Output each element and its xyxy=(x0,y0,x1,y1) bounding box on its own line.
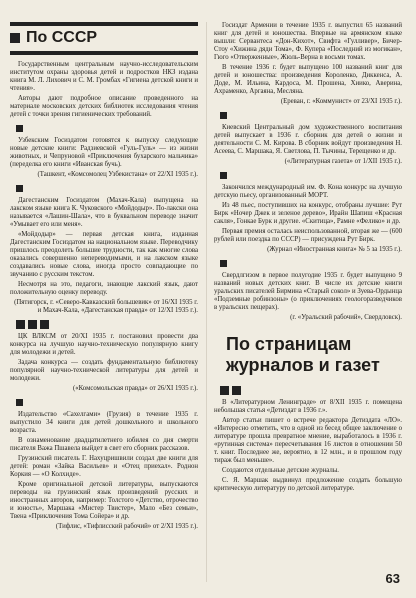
news-paragraph: Из 48 пьес, поступивших на конкурс, отобраны лучшие: Рут Бирк «Ночер Джек и зеленое дерево», Ирайн Шапиш «Красная сакля», Гонкае Бурк и другие. «Скитица», Рамне «Фелико» и др. xyxy=(214,202,402,225)
separator-square-icon xyxy=(16,185,23,192)
separator-square-icon xyxy=(16,399,23,406)
news-paragraph: Киевский Центральный дом художественного воспитания детей выпускает в 1936 г. сборник для детей о жизни и деятельности С. М. Кирова. В сборник войдут произведения Н. Асеева, С. Маршака, Я. Светлова, П. Тычины, Терещенко и др. xyxy=(214,124,402,155)
news-source: (г. «Уральский рабочий», Свердловск). xyxy=(290,314,402,321)
news-source: (Ташкент, «Комсомолец Узбекистана» от 22/XI 1935 г.). xyxy=(37,171,198,178)
news-paragraph: В течение 1936 г. будет выпущено 100 названий книг для детей и юношества: произведения Короленко, Диккенса, А. Доде, М. Ильина, Кардоса, М. Прошена, Хиико, Аверина, Ахраменко, Аргаяна, Месляна. xyxy=(214,64,402,95)
item-separator xyxy=(220,386,402,395)
separator-square-icon xyxy=(220,172,227,179)
left-column xyxy=(10,22,198,533)
news-paragraph: Несмотря на это, педагоги, знающие лакский язык, дают положительную оценку переводу. xyxy=(10,281,198,296)
news-paragraph: Госиздат Армении в течение 1935 г. выпустил 65 названий книг для детей и юношества. Впервые на армянском языке вышли: Сервантеса «Дон-Кихот», Свифта «Гулливер», Бичер-Стоу «Хижина дяди Тома», Ф. Купера «Последний из могикан», Гюго «Отверженные», Жюль-Верна в восьми томах. xyxy=(214,22,402,61)
separator-square-icon xyxy=(40,320,49,329)
right-column xyxy=(214,22,402,495)
item-separator xyxy=(220,258,402,268)
news-paragraph: Издательство «Сахелгами» (Грузия) в течение 1935 г. выпустило 34 книги для детей дошкольного и школьного возраста. xyxy=(10,411,198,434)
section-heading-title: По СССР xyxy=(26,29,98,46)
section-heading-ussr xyxy=(10,22,198,55)
item-separator xyxy=(16,123,198,133)
news-paragraph: Задача конкурса — создать фундаментальную библиотеку популярной научно-технической литературы для детей и молодежи. xyxy=(10,359,198,382)
separator-square-icon xyxy=(16,125,23,132)
news-source: (Тифлис, «Тифлисский рабочий» от 2/XI 1935 г.). xyxy=(55,523,198,530)
separator-square-icon xyxy=(220,260,227,267)
news-paragraph: Автор статьи пишет о встрече редактора Детиздата «ЛО». «Интересно отметить, что в одной из бесед общее заключение о литературе прошла превратное мнение, выработалось в 1936 г. «рутинная система» пересчетывания 16 листов в отношении 50 т. книг. Последнее же, вероятно, в 12 млн., и в прошлом году тираж был меньше». xyxy=(214,417,402,464)
news-paragraph: Свердлгизом в первое полугодие 1935 г. будет выпущено 9 названий новых детских книг. В числе их детские книги уральских писателей Бирмина «Старый сокол» и Зуева-Ордынца «Подземные робинзоны» (о приключениях геологоразведчиков в уральских пещерах). xyxy=(214,272,402,311)
item-separator xyxy=(16,319,198,329)
news-source: (Журнал «Иностранная книга» № 5 за 1935 г.). xyxy=(267,246,402,253)
separator-square-icon xyxy=(16,320,25,329)
separator-square-icon xyxy=(28,320,37,329)
item-separator xyxy=(16,397,198,407)
news-paragraph: Создаются отдельные детские журналы. xyxy=(222,467,339,474)
news-paragraph: В ознаменование двадцатилетнего юбилея со дня смерти писателя Важа Пшавела выйдет в свет его сборник рассказов. xyxy=(10,437,198,452)
heading-square-icon xyxy=(10,33,20,43)
news-source: (Пятигорск, г. «Северо-Кавказский большевик» от 16/XI 1935 г. и Махач-Кала, «Дагестанская правда» от 12/XI 1935 г.). xyxy=(14,299,198,314)
separator-square-icon xyxy=(232,386,241,395)
news-paragraph: ЦК ВЛКСМ от 20/XI 1935 г. постановил провести два конкурса на лучшую научно-техническую популярную книгу для молодежи и детей. xyxy=(10,333,198,356)
news-paragraph: В «Литературном Ленинграде» от 8/XII 1935 г. помещена небольшая статья «Детиздат в 1936 г.». xyxy=(214,399,402,414)
item-separator xyxy=(220,110,402,120)
separator-square-icon xyxy=(220,112,227,119)
news-paragraph: Дагестанским Госиздатом (Махач-Кала) выпущена на лакском языке книга К. Чуковского «Мойдодыр». По-лакски она называется «Лашин-Шала», что в буквальном переводе значит «Умывает его или меня». xyxy=(10,197,198,228)
news-paragraph: Кроме оригинальной детской литературы, выпускаются переводы на грузинский язык произведений русских и иностранных авторов, например: Толстого «Детство, отрочество и юность», Маршака «Мистер Твистер», Мало «Без семьи», Твена «Приключения Тома Сойера» и др. xyxy=(10,481,198,520)
news-paragraph: Грузинский писатель Г. Нахуцришвили создал две книги для детей: роман «Зайка Васильев» и «Отец приехал». Роднон Коркия — «О Колхиде». xyxy=(10,455,198,478)
item-separator xyxy=(16,183,198,193)
news-paragraph: Первая премия осталась неиспользованной, вторая же — (600 рублей или поездка по СССР) — присуждена Рут Бирк. xyxy=(214,228,402,243)
section-title-press-review: По страницам журналов и газет xyxy=(226,334,380,375)
item-separator xyxy=(220,170,402,180)
separator-square-icon xyxy=(220,386,229,395)
news-paragraph: Узбекским Госиздатом готовятся к выпуску следующие новые детские книги: Радзиевской «Гуль-Гуль» — из жизни животных, и Чепруновой «Приключения бухарского мальчика» (переделка его книги «Иванская бучь). xyxy=(10,137,198,168)
news-source: («Литературная газета» от 1/XII 1935 г.). xyxy=(284,158,402,165)
news-paragraph: «Мойдодыр» — первая детская книга, изданная Дагестанским Госиздатом на национальном языке. Переводчику пришлось преодолеть большие трудности, так как многие слова оказались совершенно непереводимыми, и на лакском языке создавались новые слова, иногда просто совпадающие по звучанию с русским текстом. xyxy=(10,231,198,278)
column-divider xyxy=(206,22,207,582)
news-paragraph: Авторы дают подробное описание проведенного на материале московских детских библиотек исследования чтения детей с точки зрения гигиенических требований. xyxy=(10,95,198,118)
news-paragraph: С. Я. Маршак выдвинул предложение создать большую критическую литературу по детской литературе. xyxy=(214,477,402,492)
news-paragraph: Закончился международный им. Ф. Кона конкурс на лучшую детскую пьесу, организованный МОРТ. xyxy=(214,184,402,199)
news-source: (Ереван, г. «Коммунист» от 23/XI 1935 г.). xyxy=(280,98,402,105)
page-number: 63 xyxy=(385,571,400,586)
news-paragraph: Государственным центральным научно-исследовательским институтом охраны здоровья детей и подростков НКЗ издана книга М. Л. Лихович и С. М. Громбах «Гигиена детской книги и чтения». xyxy=(10,61,198,92)
news-source: («Комсомольская правда» от 26/XI 1935 г.). xyxy=(72,385,198,392)
